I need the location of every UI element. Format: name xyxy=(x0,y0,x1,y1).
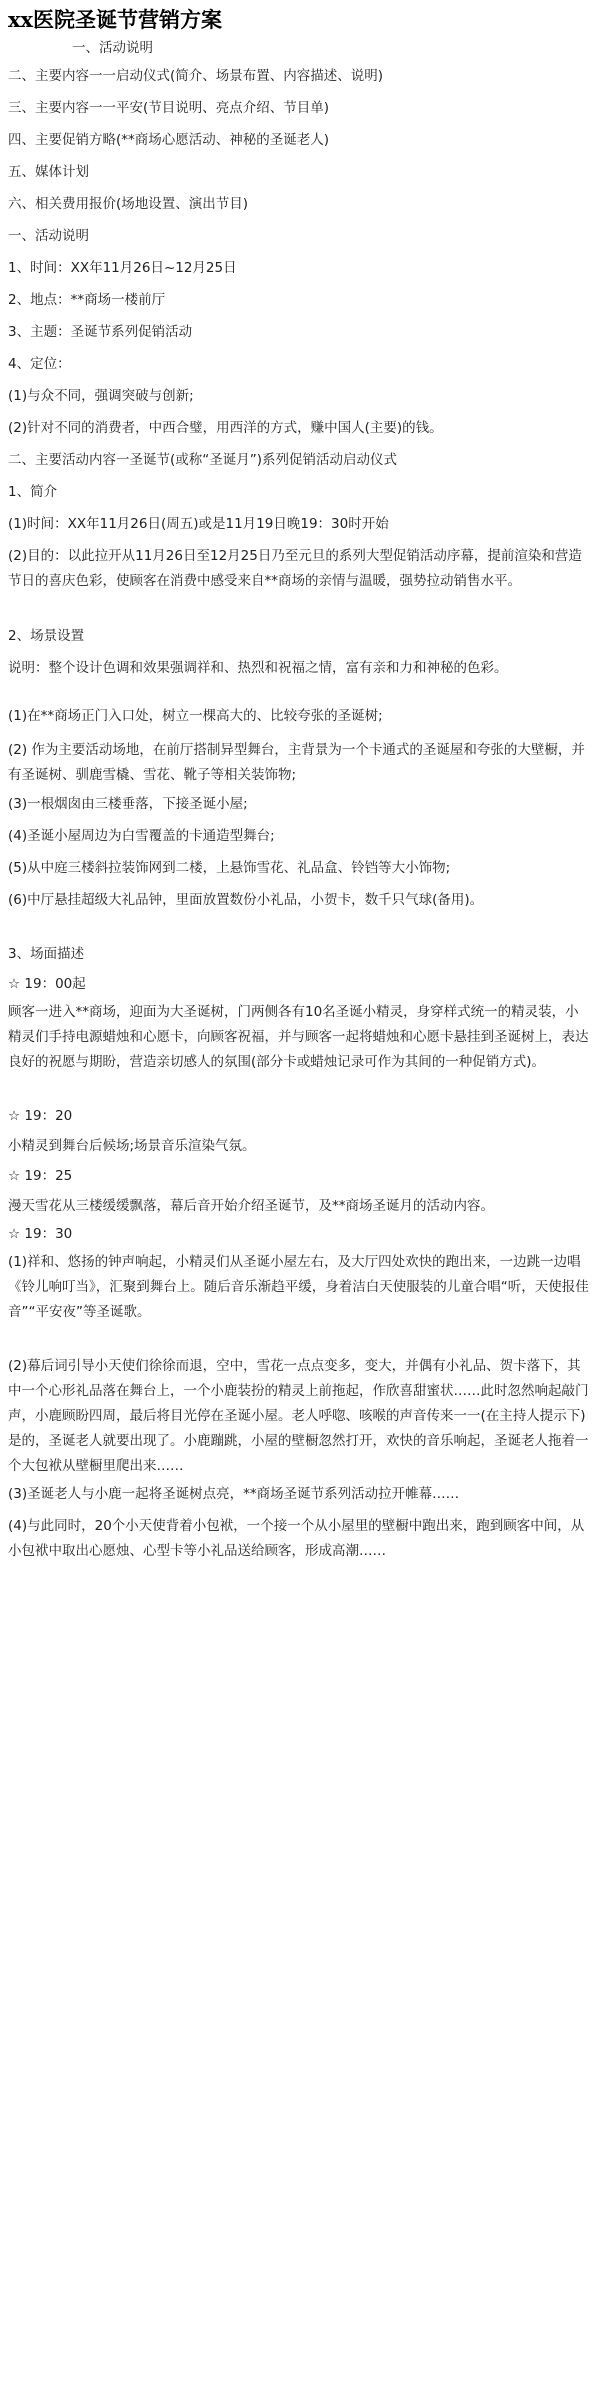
paragraph: (1)在**商场正门入口处，树立一棵高大的、比较夸张的圣诞树; xyxy=(8,708,383,724)
paragraph: 五、媒体计划 xyxy=(8,164,89,180)
paragraph: (3)一根烟囱由三楼垂落，下接圣诞小屋; xyxy=(8,796,248,812)
paragraph: 3、场面描述 xyxy=(8,946,85,962)
paragraph: 二、主要活动内容一圣诞节(或称“圣诞月”)系列促销活动启动仪式 xyxy=(8,452,398,468)
paragraph: 1、简介 xyxy=(8,484,58,500)
paragraph: (4)与此同时，20个小天使背着小包袱，一个接一个从小屋里的壁橱中跑出来，跑到顾客中间，从小包袱中取出心愿烛、心型卡等小礼品送给顾客，形成高潮…… xyxy=(8,1518,585,1559)
paragraph: (1)时间：XX年11月26日(周五)或是11月19日晚19：30时开始 xyxy=(8,516,389,532)
paragraph: 二、主要内容一一启动仪式(简介、场景布置、内容描述、说明) xyxy=(8,68,384,84)
paragraph: (2) 作为主要活动场地，在前厅搭制异型舞台，主背景为一个卡通式的圣诞屋和夸张的大壁橱，并有圣诞树、驯鹿雪橇、雪花、靴子等相关装饰物; xyxy=(8,742,585,783)
paragraph: (4)圣诞小屋周边为白雪覆盖的卡通造型舞台; xyxy=(8,828,275,844)
paragraph: (2)幕后词引导小天使们徐徐而退，空中，雪花一点点变多，变大，并偶有小礼品、贺卡落下，其中一个心形礼品落在舞台上，一个小鹿装扮的精灵上前拖起，作欣喜甜蜜状……此时忽然响起敲门声，小鹿顾盼四周，最后将目光停在圣诞小屋。老人呼唿、咳喉的声音传来一一(在主持人提示下)是的，圣诞老人就要出现了。小鹿蹦跳，小屋的壁橱忽然打开，欢快的音乐响起，圣诞老人拖着一个大包袱从壁橱里爬出来…… xyxy=(8,1358,589,1474)
paragraph: ☆ 19：20 xyxy=(8,1108,73,1124)
paragraph: 2、地点：**商场一楼前厅 xyxy=(8,292,166,308)
paragraph: 顾客一进入**商场，迎面为大圣诞树，门两侧各有10名圣诞小精灵，身穿样式统一的精灵装，小精灵们手持电源蜡烛和心愿卡，向顾客祝福，并与顾客一起将蜡烛和心愿卡悬挂到圣诞树上，表达良好的祝愿与期盼，营造亲切感人的氛围(部分卡或蜡烛记录可作为其间的一种促销方式)。 xyxy=(8,1004,589,1070)
paragraph: 六、相关费用报价(场地设置、演出节目) xyxy=(8,196,249,212)
paragraph: (2)目的：以此拉开从11月26日至12月25日乃至元旦的系列大型促销活动序幕，提前渲染和营造节日的喜庆色彩，使顾客在消费中感受来自**商场的亲情与温暖，强势拉动销售水平。 xyxy=(8,548,582,589)
paragraph: (6)中厅悬挂超级大礼品钟，里面放置数份小礼品，小贺卡，数千只气球(备用)。 xyxy=(8,892,484,908)
paragraph: ☆ 19：00起 xyxy=(8,976,86,992)
paragraph: (1)祥和、悠扬的钟声响起，小精灵们从圣诞小屋左右，及大厅四处欢快的跑出来，一边跳一边唱《铃儿响叮当》，汇聚到舞台上。随后音乐渐趋平缓，身着洁白天使服装的儿童合唱“听，天使报佳音”“平安夜”等圣诞歌。 xyxy=(8,1254,589,1320)
paragraph: ☆ 19：30 xyxy=(8,1226,73,1242)
paragraph: 2、场景设置 xyxy=(8,628,85,644)
paragraph: 四、主要促销方略(**商场心愿活动、神秘的圣诞老人) xyxy=(8,132,330,148)
document-title: xx医院圣诞节营销方案 xyxy=(8,7,223,32)
paragraph: 3、主题：圣诞节系列促销活动 xyxy=(8,324,193,340)
paragraph: 1、时间：XX年11月26日~12月25日 xyxy=(8,260,237,276)
paragraph: 漫天雪花从三楼缓缓飘落，幕后音开始介绍圣诞节，及**商场圣诞月的活动内容。 xyxy=(8,1198,494,1214)
paragraph: (3)圣诞老人与小鹿一起将圣诞树点亮，**商场圣诞节系列活动拉开帷幕…… xyxy=(8,1486,460,1502)
paragraph: (5)从中庭三楼斜拉装饰网到二楼，上悬饰雪花、礼品盒、铃铛等大小饰物; xyxy=(8,860,451,876)
paragraph: 一、活动说明 xyxy=(72,40,153,56)
paragraph: (2)针对不同的消费者，中西合璧，用西洋的方式，赚中国人(主要)的钱。 xyxy=(8,420,443,436)
paragraph: (1)与众不同，强调突破与创新; xyxy=(8,388,194,404)
paragraph: 说明：整个设计色调和效果强调祥和、热烈和祝福之情，富有亲和力和神秘的色彩。 xyxy=(8,660,508,676)
paragraph: 三、主要内容一一平安(节目说明、亮点介绍、节目单) xyxy=(8,100,330,116)
paragraph: 小精灵到舞台后候场;场景音乐渲染气氛。 xyxy=(8,1138,256,1154)
paragraph: 一、活动说明 xyxy=(8,228,89,244)
paragraph: 4、定位： xyxy=(8,356,71,372)
paragraph: ☆ 19：25 xyxy=(8,1168,73,1184)
